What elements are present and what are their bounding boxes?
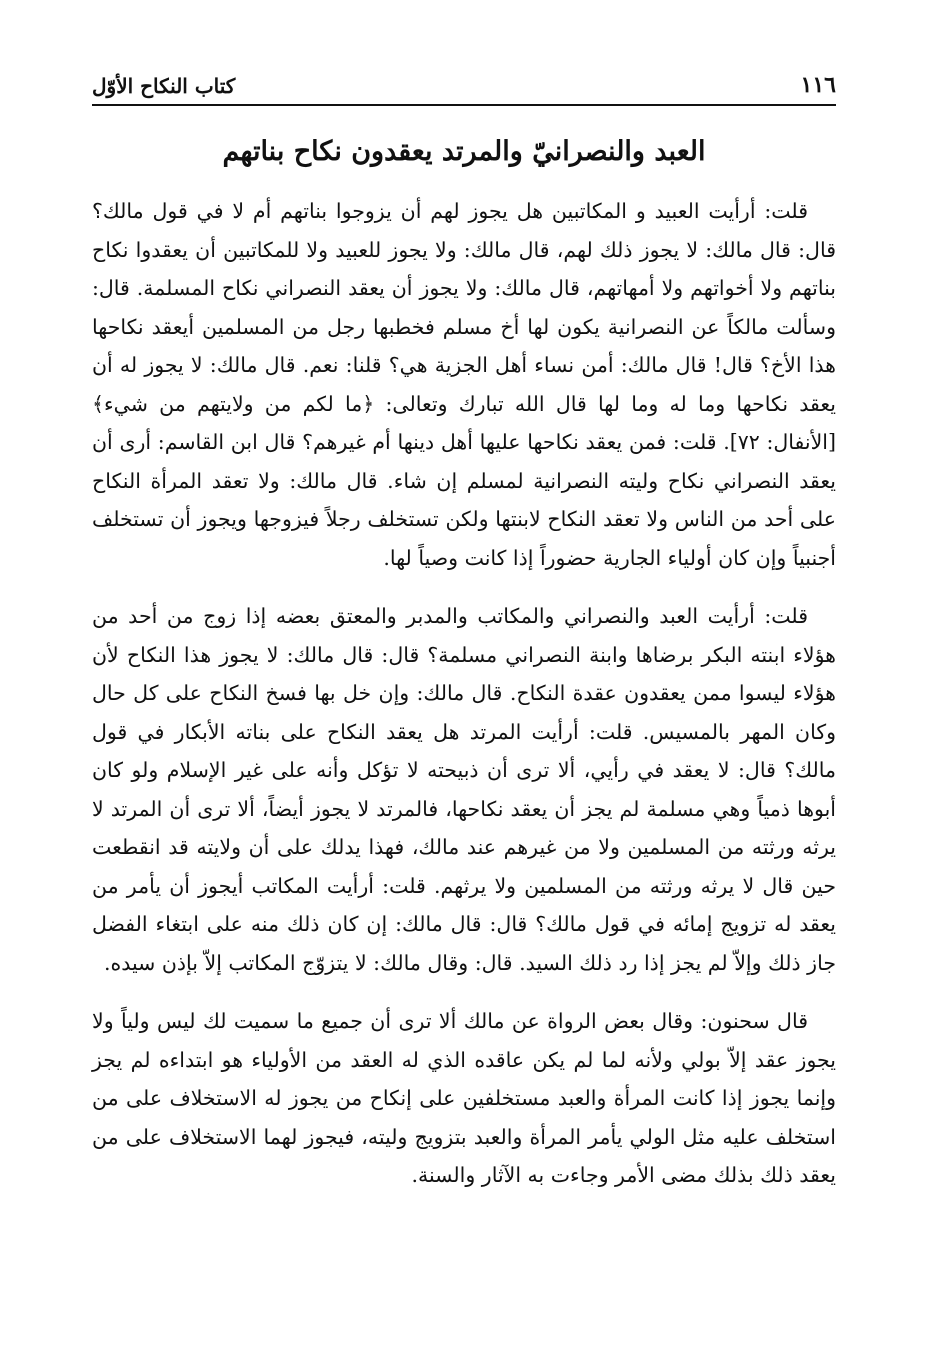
chapter-title: العبد والنصرانيّ والمرتد يعقدون نكاح بناتهم xyxy=(222,136,706,167)
paragraph-1: قلت: أرأيت العبيد و المكاتبين هل يجوز لهم أن يزوجوا بناتهم أم لا في قول مالك؟ قال: قال مالك: لا يجوز ذلك لهم، قال مالك: ولا يجوز للعبيد ولا للمكاتبين أن يعقدوا نكاح بناتهم ولا أخواتهم ولا أمهاتهم، قال مالك: ولا يجوز أن يعقد النصراني نكاح المسلمة. قال: وسألت مالكاً عن النصرانية يكون لها أخ مسلم فخطبها رجل من المسلمين أيعقد نكاحها هذا الأخ؟ قال! قال مالك: أمن نساء أهل الجزية هي؟ قلنا: نعم. قال مالك: لا يجوز له أن يعقد نكاحها وما له وما لها قال الله تبارك وتعالى: ﴿ما لكم من ولايتهم من شيء﴾ [الأنفال: ٧٢]. قلت: فمن يعقد نكاحها عليها أهل دينها أم غيرهم؟ قال ابن القاسم: أرى أن يعقد النصراني نكاح وليته النصرانية لمسلم إن شاء. قال مالك: ولا تعقد المرأة النكاح على أحد من الناس ولا تعقد النكاح لابنتها ولكن تستخلف رجلاً فيزوجها ويجوز أن تستخلف أجنبياً وإن كان أولياء الجارية حضوراً إذا كانت وصياً لها. xyxy=(92,199,836,570)
book-title: كتاب النكاح الأوّل xyxy=(92,74,236,98)
page-number: ١١٦ xyxy=(800,72,836,98)
paragraph-3: قال سحنون: وقال بعض الرواة عن مالك ألا ترى أن جميع ما سميت لك ليس ولياً ولا يجوز عقد إلاّ بولي ولأنه لما لم يكن عاقده الذي له العقد من الأولياء هو ابتداءه لم يجز وإنما يجوز إذا كانت المرأة والعبد مستخلفين على إنكاح من يجوز له الاستخلاف على من استخلف عليه مثل الولي يأمر المرأة والعبد بتزويج وليته، فيجوز لهما الاستخلاف على من يعقد ذلك بذلك مضى الأمر وجاءت به الآثار والسنة. xyxy=(92,1009,836,1187)
running-header xyxy=(92,64,836,106)
paragraph-2: قلت: أرأيت العبد والنصراني والمكاتب والمدبر والمعتق بعضه إذا زوج من أحد من هؤلاء ابنته البكر برضاها وابنة النصراني مسلمة؟ قال: قال مالك: لا يجوز هذا النكاح لأن هؤلاء ليسوا ممن يعقدون عقدة النكاح. قال مالك: وإن خل بها فسخ النكاح على كل حال وكان المهر بالمسيس. قلت: أرأيت المرتد هل يعقد النكاح على بناته الأبكار في قول مالك؟ قال: لا يعقد في رأيي، ألا ترى أن ذبيحته لا تؤكل وأنه على غير الإسلام ولو كان أبوها ذمياً وهي مسلمة لم يجز أن يعقد نكاحها، فالمرتد لا يجوز أيضاً، ألا ترى أن المرتد لا يرثه ورثته من المسلمين ولا من غيرهم عند مالك، فهذا يدلك على أن ولايته قد انقطعت حين قال لا يرثه ورثته من المسلمين ولا يرثهم. قلت: أرأيت المكاتب أيجوز أن يأمر من يعقد له تزويج إمائه في قول مالك؟ قال: قال مالك: إن كان ذلك منه على ابتغاء الفضل جاز ذلك وإلاّ لم يجز إذا رد ذلك السيد. قال: وقال مالك: لا يتزوّج المكاتب إلاّ بإذن سيده. xyxy=(92,604,836,975)
body-text xyxy=(92,192,836,1195)
